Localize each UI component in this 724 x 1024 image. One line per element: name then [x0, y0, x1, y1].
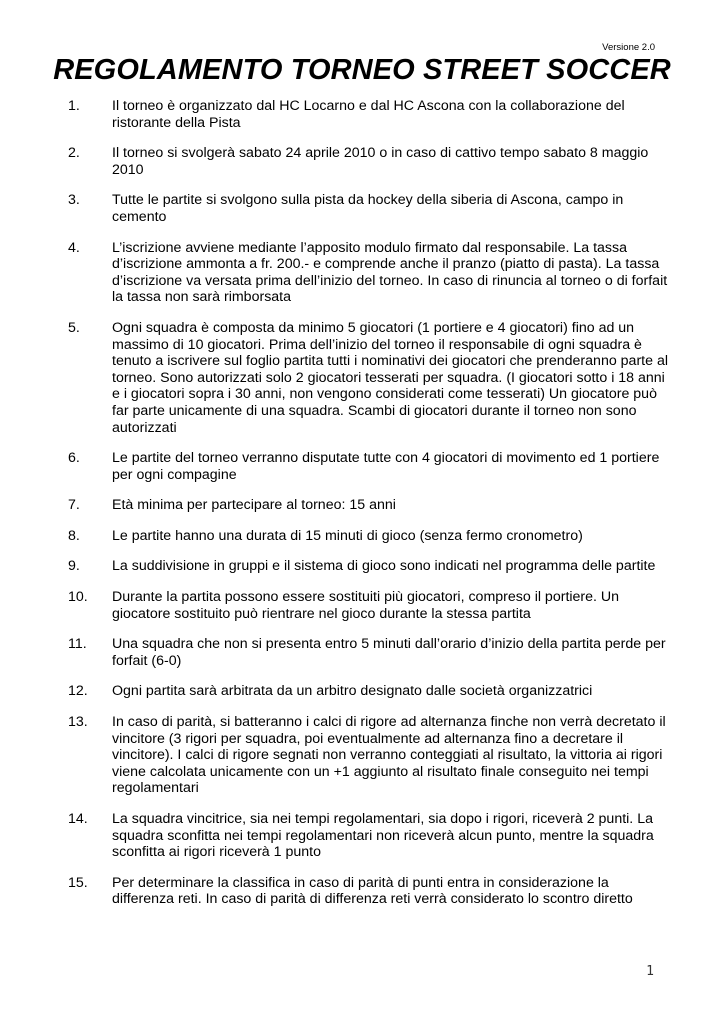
document-title: REGOLAMENTO TORNEO STREET SOCCER	[53, 54, 671, 86]
rule-number: 8.	[68, 527, 80, 544]
rule-number: 14.	[68, 811, 88, 827]
rule-text: Ogni partita sarà arbitrata da un arbitro designato dalle società organizzatrici	[112, 683, 593, 700]
rule-text: Tutte le partite si svolgono sulla pista da hockey della siberia di Ascona, campo in cemento	[112, 192, 624, 225]
rule-text: L’iscrizione avviene mediante l’apposito modulo firmato dal responsabile. La tassa d’iscrizione ammonta a fr. 200.- e comprende anche il pranzo (piatto di pasta). La tassa d’iscrizione va versata prima dell’inizio del torneo. In caso di rinuncia al torneo o di forfait la tassa non sarà rimborsata	[112, 239, 668, 306]
rule-item	[68, 811, 668, 861]
rule-text: Il torneo si svolgerà sabato 24 aprile 2010 o in caso di cattivo tempo sabato 8 maggio 2010	[112, 145, 649, 178]
rule-text: Le partite hanno una durata di 15 minuti di gioco (senza fermo cronometro)	[112, 527, 583, 544]
rule-item	[68, 589, 668, 622]
rule-number: 15.	[68, 874, 88, 891]
rule-text: Le partite del torneo verranno disputate tutte con 4 giocatori di movimento ed 1 portiere per ogni compagine	[112, 450, 660, 483]
rule-item	[68, 636, 668, 669]
rule-number: 3.	[68, 192, 80, 209]
rule-text: Ogni squadra è composta da minimo 5 giocatori (1 portiere e 4 giocatori) fino ad un massimo di 10 giocatori. Prima dell’inizio del torneo il responsabile di ogni squadra è tenuto a iscrivere sul foglio partita tutti i nominativi dei giocatori che prenderanno parte al torneo. Sono autorizzati solo 2 giocatori tesserati per squadra. (I giocatori sotto i 18 anni e i giocatori sopra i 30 anni, non vengono considerati come tesserati) Un giocatore può far parte unicamente di una squadra. Scambi di giocatori durante il torneo non sono autorizzati	[112, 319, 668, 436]
rule-number: 2.	[68, 145, 80, 162]
rule-text: Per determinare la classifica in caso di parità di punti entra in considerazione la differenza reti. In caso di parità di differenza reti verrà considerato lo scontro diretto	[112, 874, 633, 908]
rule-item	[68, 558, 668, 575]
rule-item	[68, 98, 668, 131]
rule-number: 13.	[68, 714, 88, 731]
rules-list	[68, 98, 668, 922]
rule-number: 4.	[68, 239, 80, 256]
rule-text: La suddivisione in gruppi e il sistema di gioco sono indicati nel programma delle partite	[112, 558, 656, 575]
rule-item	[68, 192, 668, 225]
rule-text: Il torneo è organizzato dal HC Locarno e dal HC Ascona con la collaborazione del ristorante della Pista	[112, 98, 625, 131]
page-number: 1	[646, 964, 654, 979]
rule-text: In caso di parità, si batteranno i calci di rigore ad alternanza finche non verrà decretato il vincitore (3 rigori per squadra, poi eventualmente ad alternanza fino a decretare il vincitore). I calci di rigore segnati non verranno conteggiati al risultato, la vittoria ai rigori viene calcolata unicamente con un +1 aggiunto al risultato finale conseguito nei tempi regolamentari	[112, 714, 666, 797]
rule-item	[68, 683, 668, 700]
rule-number: 11.	[68, 636, 87, 653]
rule-item	[68, 320, 668, 436]
rule-item	[68, 450, 668, 483]
rule-item	[68, 875, 668, 908]
rule-number: 10.	[68, 589, 88, 606]
rule-item	[68, 240, 668, 306]
rule-number: 9.	[68, 558, 80, 575]
rule-item	[68, 528, 668, 545]
rule-text: Una squadra che non si presenta entro 5 minuti dall’orario d’inizio della partita perde per forfait (6-0)	[112, 636, 666, 669]
rule-number: 12.	[68, 683, 88, 700]
rule-text: Durante la partita possono essere sostituiti più giocatori, compreso il portiere. Un giocatore sostituito può rientrare nel gioco durante la stessa partita	[112, 589, 620, 622]
rule-item	[68, 714, 668, 797]
rule-item	[68, 497, 668, 514]
rule-number: 6.	[68, 450, 80, 467]
rule-text: La squadra vincitrice, sia nei tempi regolamentari, sia dopo i rigori, riceverà 2 punti. La squadra sconfitta nei tempi regolamentari non riceverà alcun punto, mentre la squadra sconfitta ai rigori riceverà 1 punto	[112, 811, 654, 861]
rule-number: 5.	[68, 319, 80, 336]
rule-text: Età minima per partecipare al torneo: 15 anni	[112, 497, 396, 514]
version-label: Versione 2.0	[602, 42, 655, 53]
rule-item	[68, 145, 668, 178]
rule-number: 7.	[68, 497, 80, 514]
rule-number: 1.	[68, 98, 80, 114]
